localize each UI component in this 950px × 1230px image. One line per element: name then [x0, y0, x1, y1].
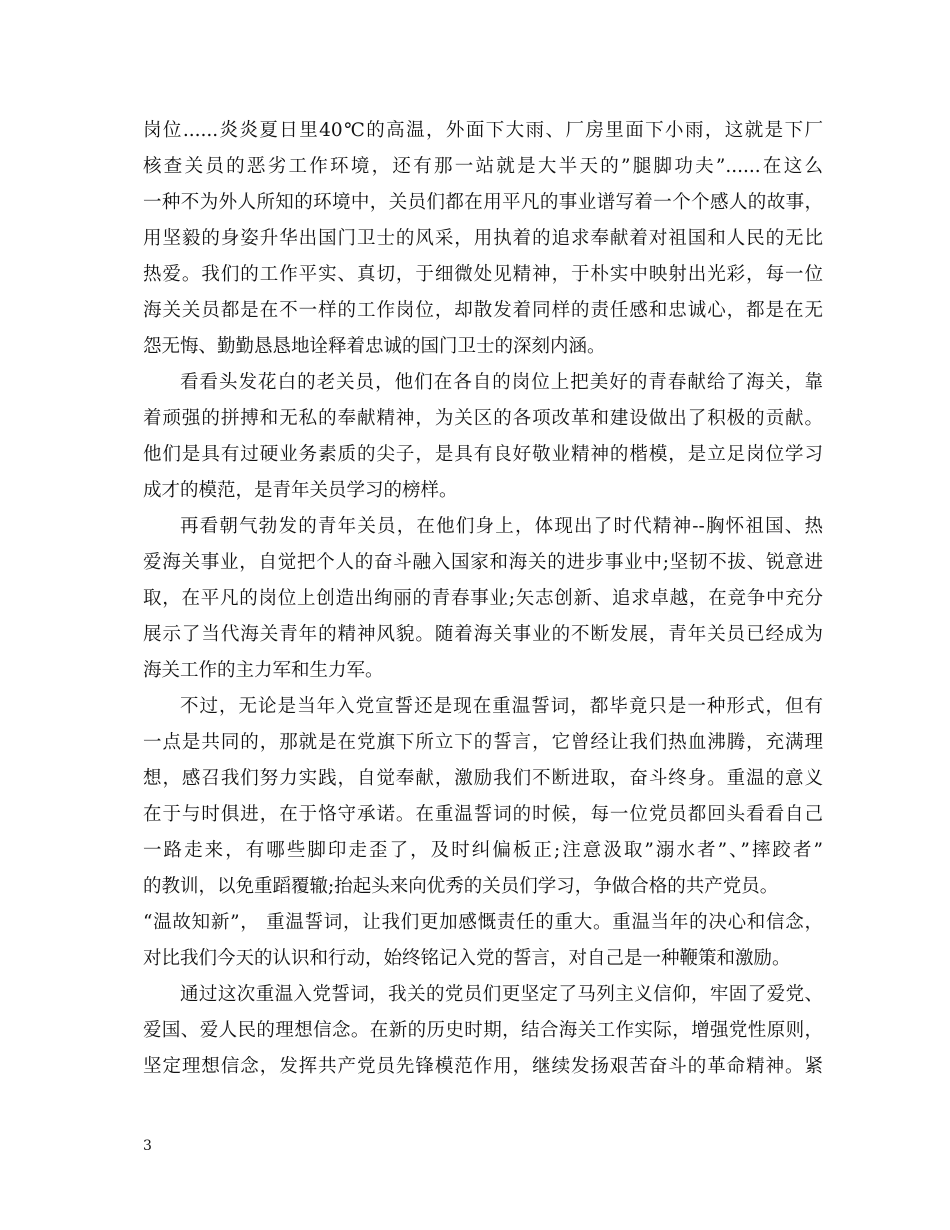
- text-line: 想，感召我们努力实践，自觉奉献，激励我们不断进取，奋斗终身。重温的意义: [143, 768, 823, 789]
- text-line: 海关关员都是在不一样的工作岗位，却散发着同样的责任感和忠诚心，都是在无: [143, 300, 823, 321]
- text-line: 一种不为外人所知的环境中，关员们都在用平凡的事业谱写着一个个感人的故事，: [143, 192, 823, 213]
- text-line: 一点是共同的，那就是在党旗下所立下的誓言，它曾经让我们热血沸腾，充满理: [143, 732, 823, 753]
- paragraph-first-line: 看看头发花白的老关员，他们在各自的岗位上把美好的青春献给了海关，靠: [180, 372, 823, 393]
- text-line: 对比我们今天的认识和行动，始终铭记入党的誓言，对自己是一种鞭策和激励。: [143, 948, 791, 969]
- text-line: 的教训，以免重蹈覆辙;抬起头来向优秀的关员们学习，争做合格的共产党员。: [143, 876, 779, 897]
- text-line: 他们是具有过硬业务素质的尖子，是具有良好敬业精神的楷模，是立足岗位学习: [143, 444, 823, 465]
- text-line: 在于与时俱进，在于恪守承诺。在重温誓词的时候，每一位党员都回头看看自己: [143, 804, 823, 825]
- text-line: 坚定理想信念，发挥共产党员先锋模范作用，继续发扬艰苦奋斗的革命精神。紧: [143, 1056, 823, 1077]
- paragraph-first-line: 再看朝气勃发的青年关员，在他们身上，体现出了时代精神--胸怀祖国、热: [180, 516, 823, 537]
- text-line: 核查关员的恶劣工作环境，还有那一站就是大半天的”腿脚功夫”......在这么: [143, 156, 823, 177]
- text-line: 用坚毅的身姿升华出国门卫士的风采，用执着的追求奉献着对祖国和人民的无比: [143, 228, 823, 249]
- paragraph-first-line: 通过这次重温入党誓词，我关的党员们更坚定了马列主义信仰，牢固了爱党、: [180, 984, 823, 1005]
- paragraph-first-line: 不过，无论是当年入党宣誓还是现在重温誓词，都毕竟只是一种形式，但有: [180, 696, 823, 717]
- text-line: 着顽强的拼搏和无私的奉献精神，为关区的各项改革和建设做出了积极的贡献。: [143, 408, 823, 429]
- text-line: 怨无悔、勤勤恳恳地诠释着忠诚的国门卫士的深刻内涵。: [143, 336, 606, 357]
- body-text: [143, 113, 823, 1085]
- page-number: 3: [143, 1138, 152, 1154]
- text-line: 爱国、爱人民的理想信念。在新的历史时期，结合海关工作实际，增强党性原则，: [143, 1020, 823, 1041]
- text-line: 爱海关事业，自觉把个人的奋斗融入国家和海关的进步事业中;坚韧不拔、锐意进: [143, 552, 823, 573]
- text-line: 成才的模范，是青年关员学习的榜样。: [143, 480, 458, 501]
- text-line: 海关工作的主力军和生力军。: [143, 660, 384, 681]
- text-line: “温故知新”， 重温誓词，让我们更加感慨责任的重大。重温当年的决心和信念，: [143, 912, 823, 933]
- text-line: 岗位......炎炎夏日里40℃的高温，外面下大雨、厂房里面下小雨，这就是下厂: [143, 120, 823, 141]
- text-line: 热爱。我们的工作平实、真切，于细微处见精神，于朴实中映射出光彩，每一位: [143, 264, 823, 285]
- text-line: 取，在平凡的岗位上创造出绚丽的青春事业;矢志创新、追求卓越，在竞争中充分: [143, 588, 823, 609]
- text-line: 一路走来，有哪些脚印走歪了，及时纠偏板正;注意汲取”溺水者”、”摔跤者”: [143, 840, 823, 861]
- text-line: 展示了当代海关青年的精神风貌。随着海关事业的不断发展，青年关员已经成为: [143, 624, 823, 645]
